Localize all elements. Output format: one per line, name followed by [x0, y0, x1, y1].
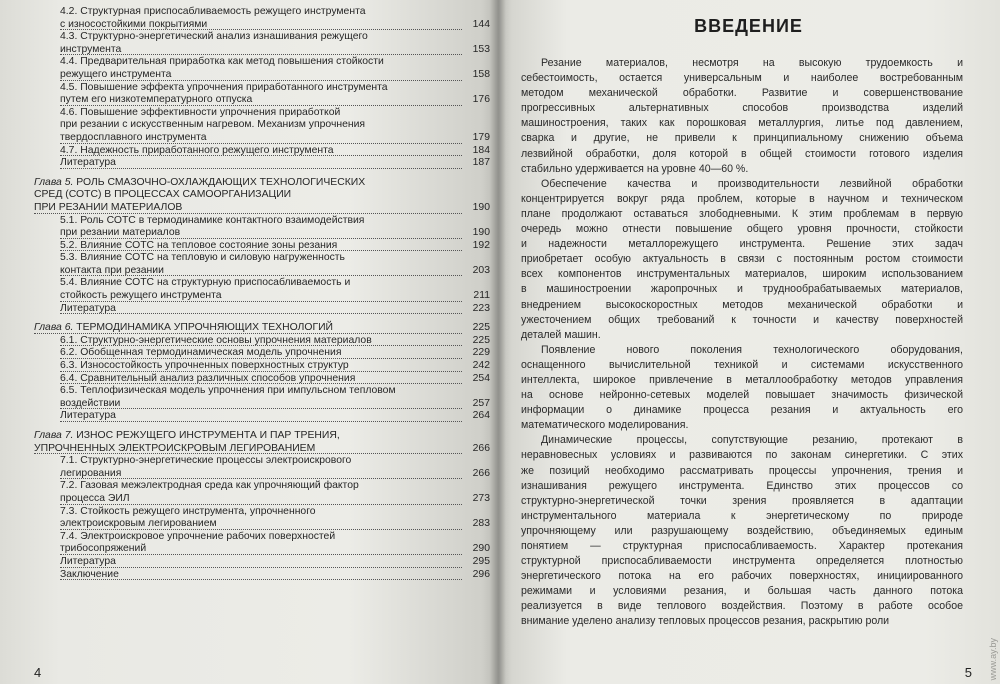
toc-entry-text: [60, 410, 116, 421]
toc-entry: [22, 360, 490, 373]
text-line: всех компонентов инструментальных материалов, широким использованием: [521, 268, 963, 281]
toc-entry-title: СРЕД (СОТС) В ПРОЦЕССАХ САМООРГАНИЗАЦИИ: [34, 189, 292, 201]
toc-entry-text: [60, 94, 252, 105]
text-line: энергетического потока на его рабочих поверхностях, инициированного: [521, 570, 963, 583]
toc-chapter-heading: [22, 189, 490, 202]
toc-page-number: 225: [472, 334, 490, 346]
text-line: прогрессивных альтернативных способов производства изделий: [521, 102, 963, 115]
toc-entry-text: [60, 290, 222, 301]
introduction-title: ВВЕДЕНИЕ: [694, 16, 803, 36]
text-line: ужесточением общих требований к точности и качеству поверхностей: [521, 313, 963, 326]
toc-entry: [22, 132, 490, 145]
toc-entry-text: [60, 157, 116, 168]
text-line: деталей машин.: [521, 328, 601, 341]
toc-entry-title: 5.3. Влияние СОТС на тепловую и силовую нагруженность: [60, 252, 345, 264]
toc-page-number: 158: [472, 68, 490, 80]
toc-dot-leader: [60, 168, 462, 169]
toc-entry-text: [60, 132, 207, 143]
text-line: сварка и другие, не привели к принципиальному снижению объема: [521, 132, 963, 145]
toc-entry-title: 5.4. Влияние СОТС на структурную приспосабливаемость и: [60, 277, 351, 289]
toc-entry: [22, 277, 490, 290]
toc-entry-text: [60, 6, 366, 17]
text-line: внедрением высокоскоростных методов механической обработки и: [521, 298, 963, 311]
toc-entry-title: 6.4. Сравнительный анализ различных способов упрочнения: [60, 372, 356, 384]
toc-entry-text: [60, 69, 171, 80]
toc-entry-text: [60, 518, 217, 529]
introduction-paragraph: [521, 177, 963, 343]
toc-entry-title: твердосплавного инструмента: [60, 131, 207, 143]
left-page-number: 4: [34, 665, 42, 680]
toc-page-number: 266: [472, 442, 490, 454]
toc-entry-title: 7.1. Структурно-энергетические процессы электроискрового: [60, 455, 352, 467]
toc-entry-text: [60, 119, 365, 130]
toc-entry-text: [60, 145, 334, 156]
toc-page-number: 290: [472, 543, 490, 555]
toc-page-number: 190: [472, 201, 490, 213]
text-line: и надежности металлорежущего инструмента. Решение этих задач: [521, 238, 963, 251]
toc-chapter-label: Глава 7.: [34, 430, 74, 441]
toc-entry-title: режущего инструмента: [60, 68, 172, 80]
toc-entry-text: [60, 506, 316, 517]
toc-entry-title: 4.5. Повышение эффекта упрочнения приработанного инструмента: [60, 81, 388, 93]
toc-entry-title: 6.1. Структурно-энергетические основы упрочнения материалов: [60, 334, 372, 346]
text-line: на основе нейронно-сетевых моделей повышает значимость физической: [521, 389, 963, 402]
right-page-number: 5: [964, 665, 972, 680]
toc-page-number: 225: [472, 322, 490, 334]
toc-entry-title: процесса ЭИЛ: [60, 492, 130, 504]
toc-entry-text: [60, 107, 340, 118]
toc-entry-title: при резании материалов: [60, 227, 181, 239]
toc-entry: [22, 157, 490, 170]
toc-entry: [22, 385, 490, 398]
toc-entry: [22, 506, 490, 519]
toc-entry-text: [34, 430, 340, 441]
text-line: реализуется в виде теплового воздействия. Поэтому в работе особое: [521, 600, 963, 613]
text-line: Обеспечение качества и производительности лезвийной обработки: [541, 177, 963, 190]
toc-page-number: 242: [472, 360, 490, 372]
toc-page-number: 254: [472, 372, 490, 384]
toc-page-number: 187: [472, 157, 490, 169]
text-line: в машиностроении жаропрочных и труднообрабатываемых материалов,: [521, 283, 963, 296]
toc-entry-text: [34, 443, 315, 454]
text-line: инструментального материала к энергетическому по природе: [521, 509, 963, 522]
toc-entry-title: электроискровым легированием: [60, 518, 217, 530]
toc-entry: [22, 518, 490, 531]
toc-chapter-heading: [22, 430, 490, 443]
toc-entry-text: [60, 493, 130, 504]
toc-entry-text: [60, 335, 372, 346]
text-line: приобретает особую актуальность в связи с постоянным ростом стоимости: [521, 253, 963, 266]
toc-entry-title: 4.4. Предварительная приработка как метод повышения стойкости: [60, 56, 384, 68]
toc-entry-title: ТЕРМОДИНАМИКА УПРОЧНЯЮЩИХ ТЕХНОЛОГИЙ: [76, 322, 334, 334]
toc-entry: [22, 82, 490, 95]
text-line: оснащенного вычислительной техникой и системами искусственного: [521, 358, 963, 371]
text-line: интеллекта, широкое привлечение в металлообработку методов управления: [521, 373, 963, 386]
toc-entry-text: [60, 543, 146, 554]
text-line: режимами и условиями резания, и большая часть данного потока: [521, 585, 963, 598]
toc-entry-title: РОЛЬ СМАЗОЧНО-ОХЛАЖДАЮЩИХ ТЕХНОЛОГИЧЕСКИХ: [76, 176, 366, 188]
toc-entry-text: [60, 468, 121, 479]
toc-entry-title: трибосопряжений: [60, 543, 147, 555]
toc-page-number: 190: [472, 227, 490, 239]
toc-entry-text: [60, 215, 364, 226]
toc-entry-title: 5.1. Роль СОТС в термодинамике контактного взаимодействия: [60, 214, 365, 226]
toc-entry-text: [34, 202, 182, 213]
text-line: себестоимость, остается универсальным и наиболее востребованным: [521, 72, 963, 85]
text-line: неравновесных условиях и развиваются по законам синергетики. С этих: [521, 449, 963, 462]
toc-entry-text: [60, 19, 207, 30]
text-line: методом механической обработки. Развитие и совершенствование: [521, 87, 963, 100]
toc-entry-title: Литература: [60, 410, 116, 422]
toc-entry-title: путем его низкотемпературного отпуска: [60, 94, 253, 106]
toc-entry-title: 5.2. Влияние СОТС на тепловое состояние зоны резания: [60, 239, 338, 251]
toc-page-number: 179: [472, 131, 490, 143]
text-line: структурной приспосабливаемости инструмента определяется плотностью: [521, 555, 963, 568]
toc-dot-leader: [60, 313, 462, 314]
toc-entry: [22, 455, 490, 468]
toc-entry-title: Литература: [60, 555, 116, 567]
toc-entry-text: [60, 265, 164, 276]
toc-entry: [22, 227, 490, 240]
toc-entry-title: Литература: [60, 302, 116, 314]
text-line: структурно-энергетической точки зрения проявляется в адаптации: [521, 494, 963, 507]
text-line: концентрируется вокруг ряда проблем, которые в научном и техническом: [521, 192, 963, 205]
toc-entry: [22, 56, 490, 69]
toc-entry: [22, 556, 490, 569]
toc-page-number: 144: [472, 18, 490, 30]
text-line: Динамические процессы, сопутствующие резанию, протекают в: [541, 434, 963, 447]
toc-entry: [22, 145, 490, 158]
toc-entry: [22, 94, 490, 107]
toc-entry: [22, 410, 490, 423]
toc-entry-text: [60, 385, 396, 396]
introduction-body: [521, 56, 963, 630]
toc-page-number: 176: [472, 94, 490, 106]
toc-entry-text: [34, 177, 365, 188]
toc-entry-title: стойкость режущего инструмента: [60, 290, 222, 302]
toc-entry-text: [60, 277, 350, 288]
text-line: изнашивания режущего инструмента. Единство этих процессов со: [521, 479, 963, 492]
text-line: же позиций необходимо рассматривать процессы упрочнения, трения и: [521, 464, 963, 477]
toc-entry-title: легирования: [60, 467, 122, 479]
text-line: машиностроения, таких как порошковая металлургия, литье под давлением,: [521, 117, 963, 130]
text-line: лезвийной обработки, доля которой в общей стоимости готового изделия: [521, 147, 963, 160]
toc-page-number: 184: [472, 144, 490, 156]
toc-entry: [22, 44, 490, 57]
toc-entry-title: 7.3. Стойкость режущего инструмента, упрочненного: [60, 505, 316, 517]
text-line: Появление нового поколения технологического оборудования,: [541, 343, 963, 356]
toc-entry: [22, 569, 490, 582]
toc-entry: [22, 6, 490, 19]
text-line: информации о динамике процесса резания и актуальность его: [521, 404, 963, 417]
toc-entry-title: 4.6. Повышение эффективности упрочнения приработкой: [60, 106, 341, 118]
toc-page-number: 203: [472, 264, 490, 276]
toc-page-number: 192: [472, 239, 490, 251]
toc-page-number: 257: [472, 397, 490, 409]
toc-entry: [22, 69, 490, 82]
toc-page-number: 223: [472, 302, 490, 314]
toc-page-number: 264: [472, 410, 490, 422]
toc-entry-title: Заключение: [60, 568, 119, 580]
toc-entry: [22, 480, 490, 493]
toc-page-number: 153: [472, 43, 490, 55]
toc-entry-title: 7.2. Газовая межэлектродная среда как упрочняющий фактор: [60, 480, 359, 492]
text-line: упрочняющему или разрушающему воздействию, объединяемых единым: [521, 524, 963, 537]
toc-entry-text: [34, 322, 333, 333]
introduction-paragraph: [521, 56, 963, 177]
toc-entry-title: 7.4. Электроискровое упрочнение рабочих поверхностей: [60, 530, 336, 542]
toc-page-number: 273: [472, 492, 490, 504]
toc-entry: [22, 493, 490, 506]
toc-entry: [22, 265, 490, 278]
introduction-paragraph: [521, 343, 963, 434]
toc-page-number: 266: [472, 467, 490, 479]
toc-entry: [22, 290, 490, 303]
toc-chapter-heading: [22, 322, 490, 335]
toc-entry: [22, 303, 490, 316]
toc-page-number: 283: [472, 518, 490, 530]
toc-entry-text: [60, 347, 341, 358]
toc-entry-text: [60, 569, 119, 580]
right-page-introduction: [497, 0, 1000, 684]
toc-entry-title: 4.3. Структурно-энергетический анализ изнашивания режущего: [60, 31, 368, 43]
toc-entry-text: [34, 189, 291, 200]
text-line: Резание материалов, несмотря на высокую трудоемкость и: [541, 57, 963, 69]
toc-chapter-label: Глава 5.: [34, 176, 74, 188]
toc-page-number: 211: [473, 290, 490, 302]
toc-entry-title: 6.2. Обобщенная термодинамическая модель упрочнения: [60, 347, 342, 359]
toc-entry: [22, 398, 490, 411]
toc-entry: [22, 107, 490, 120]
toc-entry: [22, 31, 490, 44]
toc-dot-leader: [60, 421, 462, 422]
toc-entry-title: ПРИ РЕЗАНИИ МАТЕРИАЛОВ: [34, 201, 183, 213]
text-line: математического моделирования.: [521, 419, 689, 432]
toc-entry-text: [60, 455, 351, 466]
toc-entry-text: [60, 480, 359, 491]
toc-chapter-label: Глава 6.: [34, 322, 74, 334]
toc-entry-text: [60, 240, 337, 251]
introduction-paragraph: [521, 433, 963, 629]
toc-entry: [22, 543, 490, 556]
left-page-table-of-contents: [0, 0, 497, 684]
toc-entry-title: при резании с искусственным нагревом. Механизм упрочнения: [60, 119, 366, 131]
toc-entry-text: [60, 252, 345, 263]
toc-dot-leader: [60, 579, 462, 580]
toc-page-number: 295: [472, 555, 490, 567]
text-line: понятием — структурная приспосабливаемость. Характер протекания: [521, 540, 963, 552]
toc-entry-title: ИЗНОС РЕЖУЩЕГО ИНСТРУМЕНТА И ПАР ТРЕНИЯ,: [76, 430, 340, 441]
toc-page-number: 229: [472, 347, 490, 359]
toc-entry: [22, 252, 490, 265]
text-line: очередь можно отнести повышение общего уровня прочности, стойкости: [521, 223, 963, 236]
toc-chapter-heading: [22, 443, 490, 456]
toc-entry-text: [60, 31, 368, 42]
book-gutter-shadow: [490, 0, 506, 684]
toc-entry-text: [60, 303, 116, 314]
text-line: плане продолжают оставаться злободневными. К этим проблемам в первую: [521, 207, 963, 220]
toc-page-number: 296: [472, 568, 490, 580]
toc-entry-title: 4.2. Структурная приспосабливаемость режущего инструмента: [60, 6, 366, 17]
toc-entry-title: с износостойкими покрытиями: [60, 18, 208, 30]
toc-entry-text: [60, 82, 388, 93]
toc-dot-leader: [60, 567, 462, 568]
toc-entry: [22, 373, 490, 386]
toc-entry-title: инструмента: [60, 43, 122, 55]
toc-entry-text: [60, 531, 335, 542]
toc-entry-title: воздействии: [60, 397, 121, 409]
toc-entry: [22, 531, 490, 544]
table-of-contents: [22, 6, 490, 581]
toc-entry-text: [60, 227, 180, 238]
toc-entry: [22, 468, 490, 481]
toc-chapter-heading: [22, 177, 490, 190]
toc-entry: [22, 240, 490, 253]
text-line: внимание уделено анализу тепловых процессов резания, раскрытию роли: [521, 615, 890, 628]
toc-entry-text: [60, 373, 355, 384]
toc-entry-text: [60, 398, 120, 409]
toc-entry-title: 6.5. Теплофизическая модель упрочнения при импульсном тепловом: [60, 385, 396, 397]
toc-entry-text: [60, 56, 384, 67]
toc-entry-title: контакта при резании: [60, 264, 164, 276]
toc-entry: [22, 335, 490, 348]
toc-entry: [22, 19, 490, 32]
toc-entry-text: [60, 44, 121, 55]
toc-entry-title: 4.7. Надежность приработанного режущего инструмента: [60, 144, 334, 156]
text-line: стабильно удерживается на уровне 40—60 %.: [521, 162, 749, 175]
toc-entry-title: УПРОЧНЕННЫХ ЭЛЕКТРОИСКРОВЫМ ЛЕГИРОВАНИЕМ: [34, 442, 316, 454]
toc-entry: [22, 347, 490, 360]
toc-entry: [22, 119, 490, 132]
toc-entry: [22, 215, 490, 228]
toc-entry-title: 6.3. Износостойкость упрочненных поверхностных структур: [60, 360, 349, 372]
toc-entry-title: Литература: [60, 157, 116, 169]
toc-chapter-heading: [22, 202, 490, 215]
watermark: www.ay.by: [988, 637, 998, 680]
toc-entry-text: [60, 360, 349, 371]
toc-entry-text: [60, 556, 116, 567]
